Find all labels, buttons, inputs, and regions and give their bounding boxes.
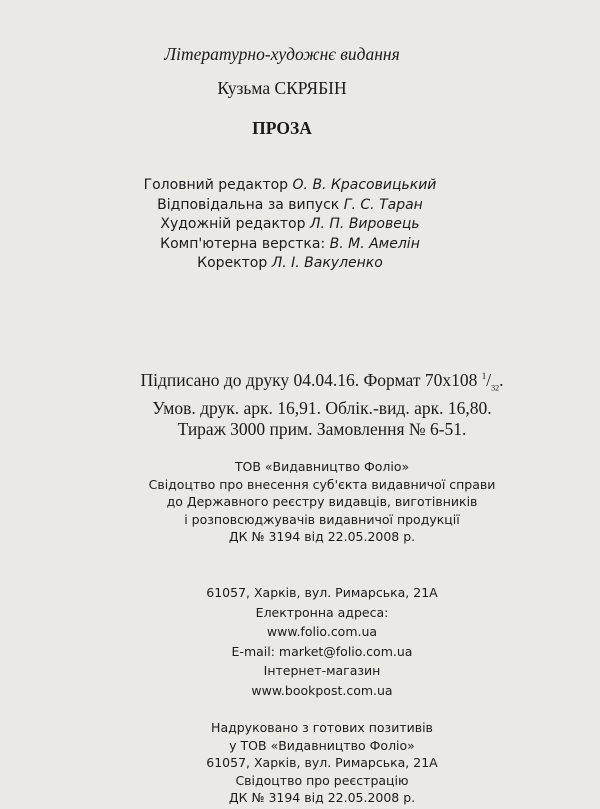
credit-line <box>0 215 590 235</box>
postal-address: 61057, Харків, вул. Римарська, 21А <box>206 585 438 600</box>
print-specs <box>22 366 600 440</box>
credit-role: Головний редактор <box>143 177 289 193</box>
signing-line: Підписано до друку 04.04.16. Формат 70x108 $^1/_{32}$. <box>140 369 504 393</box>
circulation-line: Тираж 3000 прим. Замовлення № 6-51. <box>177 419 467 440</box>
printer-address: 61057, Харків, вул. Римарська, 21А <box>206 755 438 771</box>
website: www.folio.com.ua <box>266 624 378 640</box>
credit-role: Комп'ютерна верстка: <box>160 235 326 252</box>
email-label: Електронна адреса: <box>255 604 389 620</box>
publisher-line: до Державного реєстру видавців, виготівників <box>166 494 478 510</box>
printer-line: Надруковано з готових позитивів <box>211 720 433 735</box>
credit-role: Коректор <box>197 255 268 271</box>
shop-label: Інтернет-магазин <box>263 663 381 679</box>
format-denominator: 32 <box>491 383 500 393</box>
credit-name: Л. П. Вировець <box>309 216 420 232</box>
printer-line: Свідоцтво про реєстрацію <box>235 772 409 788</box>
credit-name: В. М. Амелін <box>329 235 420 252</box>
credit-name: Л. І. Вакуленко <box>271 255 383 271</box>
credit-line <box>0 196 590 216</box>
printer-certificate: ДК № 3194 від 22.05.2008 р. <box>228 790 416 806</box>
shop-website: www.bookpost.com.ua <box>251 682 393 698</box>
publisher-info <box>22 458 600 546</box>
format-numerator: 1 <box>481 371 487 381</box>
email: E-mail: market@folio.com.ua <box>231 643 413 659</box>
book-title: ПРОЗА <box>252 118 312 138</box>
publisher-certificate: ДК № 3194 від 22.05.2008 р. <box>228 529 416 545</box>
credit-line <box>0 235 590 255</box>
credit-name: О. В. Красовицький <box>292 177 437 193</box>
credit-name: Г. С. Таран <box>343 196 423 213</box>
publisher-name: ТОВ «Видавництво Фоліо» <box>234 459 410 474</box>
credit-line <box>0 254 590 274</box>
printer-line: у ТОВ «Видавництво Фоліо» <box>229 737 415 753</box>
credit-line <box>0 176 590 196</box>
publisher-line: Свідоцтво про внесення суб'єкта видавничої справи <box>148 476 496 492</box>
credit-role: Відповідальна за випуск <box>157 196 340 213</box>
credit-role: Художній редактор <box>160 216 306 232</box>
signing-text: Підписано до друку 04.04.16. Формат 70x108 <box>140 369 478 390</box>
printer-info <box>22 719 600 807</box>
publisher-contacts <box>22 583 600 701</box>
edition-type: Літературно-художнє видання <box>164 44 400 64</box>
publisher-line: і розповсюджувачів видавничої продукції <box>184 511 460 527</box>
author-name: Кузьма СКРЯБІН <box>217 78 347 98</box>
sheets-line: Умов. друк. арк. 16,91. Облік.-вид. арк. 16,80. <box>152 398 492 419</box>
editorial-credits <box>0 176 590 274</box>
